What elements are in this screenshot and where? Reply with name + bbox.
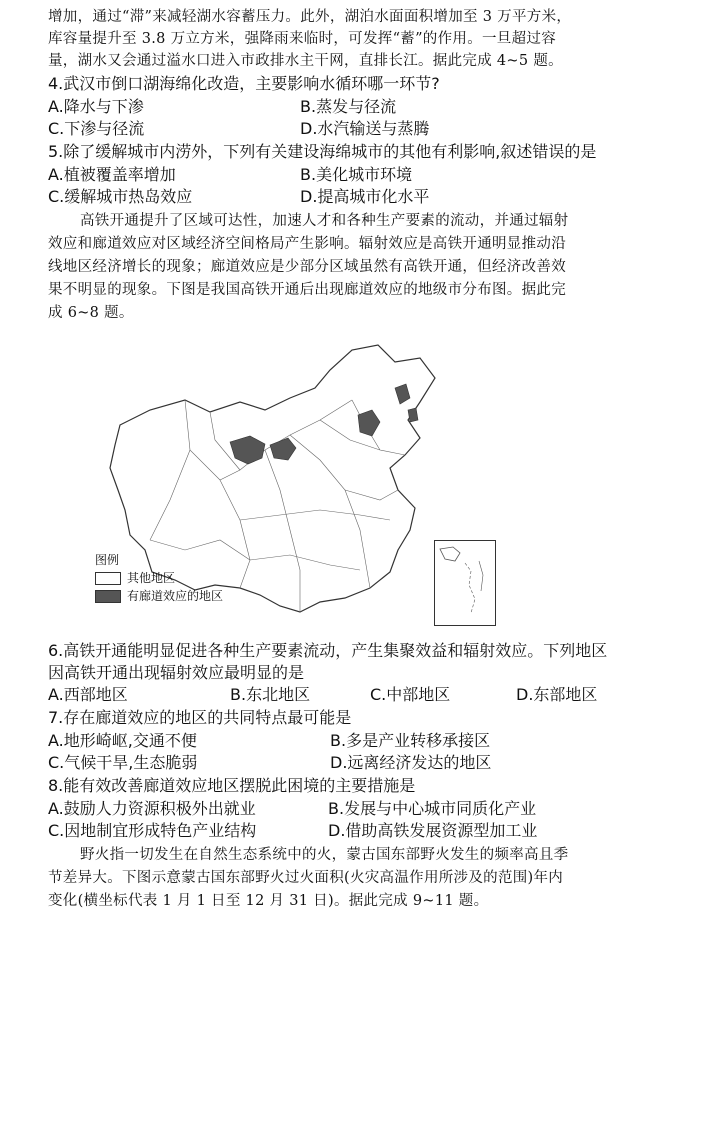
question-5-option-c[interactable]: C.缓解城市热岛效应 — [48, 187, 193, 206]
question-6-option-b[interactable]: B.东北地区 — [230, 685, 311, 704]
question-8-option-b[interactable]: B.发展与中心城市同质化产业 — [328, 799, 537, 818]
question-5-option-a[interactable]: A.植被覆盖率增加 — [48, 165, 176, 184]
question-8-option-d[interactable]: D.借助高铁发展资源型加工业 — [328, 821, 538, 840]
question-5-stem: 5.除了缓解城市内涝外，下列有关建设海绵城市的其他有利影响,叙述错误的是 — [48, 142, 597, 161]
inset-map-svg — [435, 541, 495, 625]
corridor-region-northeast — [395, 384, 410, 404]
legend-title: 图例 — [95, 553, 120, 567]
question-7-option-c[interactable]: C.气候干旱,生态脆弱 — [48, 753, 198, 772]
corridor-region-northeast-2 — [408, 408, 418, 422]
corridor-region-northwest — [230, 436, 265, 464]
legend-row-corridor — [95, 588, 223, 604]
question-4-option-a[interactable]: A.降水与下渗 — [48, 97, 144, 116]
question-4-option-d[interactable]: D.水汽输送与蒸腾 — [300, 119, 430, 138]
legend-swatch-corridor — [95, 590, 121, 603]
question-5-option-b[interactable]: B.美化城市环境 — [300, 165, 413, 184]
question-4-option-c[interactable]: C.下渗与径流 — [48, 119, 145, 138]
corridor-region-ningxia — [270, 438, 296, 460]
south-china-sea-inset — [434, 540, 496, 626]
question-6-option-a[interactable]: A.西部地区 — [48, 685, 128, 704]
question-5-option-d[interactable]: D.提高城市化水平 — [300, 187, 430, 206]
legend-row-other — [95, 570, 223, 586]
passage-3-line-1: 野火指一切发生在自然生态系统中的火，蒙古国东部野火发生的频率高且季 — [80, 847, 569, 863]
question-6-option-d[interactable]: D.东部地区 — [516, 685, 598, 704]
passage-2-line-5: 成 6~8 题。 — [48, 305, 134, 321]
passage-2-line-2: 效应和廊道效应对区域经济空间格局产生影响。辐射效应是高铁开通明显推动沿 — [48, 236, 566, 252]
passage-2-line-4: 果不明显的现象。下图是我国高铁开通后出现廊道效应的地级市分布图。据此完 — [48, 282, 566, 298]
legend-label-corridor: 有廊道效应的地区 — [127, 589, 224, 603]
question-7-option-d[interactable]: D.远离经济发达的地区 — [330, 753, 492, 772]
passage-2-line-3: 线地区经济增长的现象；廊道效应是少部分区域虽然有高铁开通，但经济改善效 — [48, 259, 566, 275]
question-7-option-b[interactable]: B.多是产业转移承接区 — [330, 731, 491, 750]
map-legend — [95, 552, 223, 604]
question-7-option-a[interactable]: A.地形崎岖,交通不便 — [48, 731, 197, 750]
question-6-stem-line-2: 因高铁开通出现辐射效应最明显的是 — [48, 663, 305, 682]
passage-2-line-1: 高铁开通提升了区域可达性，加速人才和各种生产要素的流动，并通过辐射 — [80, 213, 569, 229]
passage-3-line-3: 变化(横坐标代表 1 月 1 日至 12 月 31 日)。据此完成 9~11 题。 — [48, 893, 489, 909]
question-6-stem-line-1: 6.高铁开通能明显促进各种生产要素流动，产生集聚效益和辐射效应。下列地区 — [48, 641, 608, 660]
question-4-option-b[interactable]: B.蒸发与径流 — [300, 97, 397, 116]
corridor-region-north — [358, 410, 380, 436]
question-8-option-a[interactable]: A.鼓励人力资源积极外出就业 — [48, 799, 256, 818]
question-4-stem: 4.武汉市倒口湖海绵化改造，主要影响水循环哪一环节? — [48, 74, 440, 93]
question-7-stem: 7.存在廊道效应的地区的共同特点最可能是 — [48, 708, 352, 727]
intro-line-3: 量，湖水又会通过溢水口进入市政排水主干网，直排长江。据此完成 4~5 题。 — [48, 53, 563, 69]
passage-3-line-2: 节差异大。下图示意蒙古国东部野火过火面积(火灾高温作用所涉及的范围)年内 — [48, 870, 564, 886]
legend-label-other: 其他地区 — [127, 571, 176, 585]
legend-swatch-other — [95, 572, 121, 585]
intro-line-1: 增加，通过“滞”来减轻湖水容蓄压力。此外，湖泊水面面积增加至 3 万平方米， — [48, 9, 572, 25]
question-8-stem: 8.能有效改善廊道效应地区摆脱此困境的主要措施是 — [48, 776, 416, 795]
intro-line-2: 库容量提升至 3.8 万立方米，强降雨来临时，可发挥“蓄”的作用。一旦超过容 — [48, 31, 557, 47]
question-8-option-c[interactable]: C.因地制宜形成特色产业结构 — [48, 821, 257, 840]
question-6-option-c[interactable]: C.中部地区 — [370, 685, 451, 704]
